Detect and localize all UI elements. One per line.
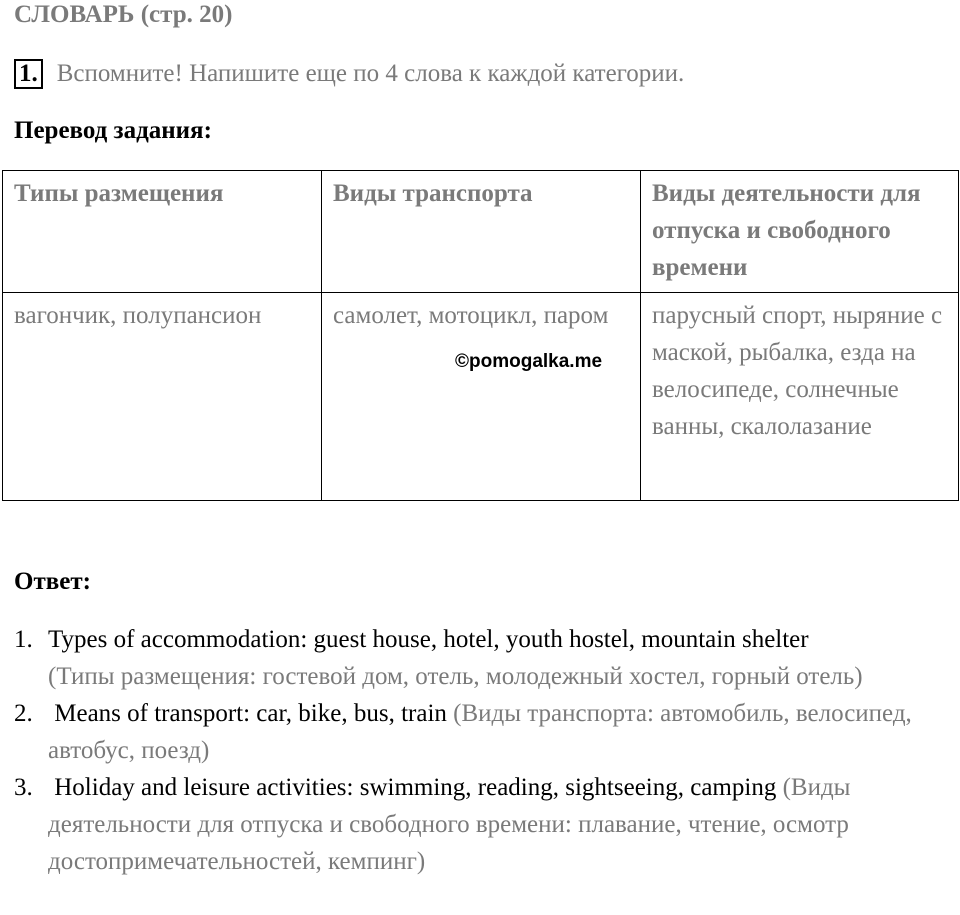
list-item-number: 3. xyxy=(14,774,33,801)
list-item xyxy=(14,769,944,880)
answer-english: Means of transport: car, bike, bus, train xyxy=(54,700,447,727)
task-number: 1. xyxy=(14,59,43,89)
watermark: ©pomogalka.me xyxy=(455,351,603,372)
list-item-number: 2. xyxy=(14,700,33,727)
list-item xyxy=(14,621,944,695)
answer-list xyxy=(14,621,944,880)
table-header-transport: Виды транспорта xyxy=(322,171,641,293)
vocabulary-table xyxy=(2,170,959,501)
table-header-row xyxy=(3,171,959,293)
table-header-activities: Виды деятельности для отпуска и свободного времени xyxy=(641,171,959,293)
answer-heading: Ответ: xyxy=(14,568,91,595)
translation-heading: Перевод задания: xyxy=(14,117,212,144)
table-cell-accommodation: вагончик, полупансион xyxy=(3,293,322,501)
answer-english: Types of accommodation: guest house, hotel, youth hostel, mountain shelter xyxy=(48,626,809,653)
task-instruction xyxy=(14,58,684,90)
table-cell-transport: самолет, мотоцикл, паром xyxy=(322,293,641,501)
list-item-number: 1. xyxy=(14,626,33,653)
task-text: Вспомните! Напишите еще по 4 слова к каждой категории. xyxy=(56,60,685,87)
answer-russian: (Виды транспорта: автомобиль, велосипед, автобус, поезд) xyxy=(48,700,912,764)
table-cell-activities: парусный спорт, ныряние с маской, рыбалка, езда на велосипеде, солнечные ванны, скалолазание xyxy=(641,293,959,501)
list-item xyxy=(14,695,944,769)
answer-russian: (Виды деятельности для отпуска и свободного времени: плавание, чтение, осмотр достопримечательностей, кемпинг) xyxy=(48,774,851,875)
page-title: СЛОВАРЬ (стр. 20) xyxy=(14,1,233,28)
answer-russian: (Типы размещения: гостевой дом, отель, молодежный хостел, горный отель) xyxy=(48,663,863,690)
table-header-accommodation: Типы размещения xyxy=(3,171,322,293)
answer-english: Holiday and leisure activities: swimming, reading, sightseeing, camping xyxy=(54,774,777,801)
table-row xyxy=(3,293,959,501)
